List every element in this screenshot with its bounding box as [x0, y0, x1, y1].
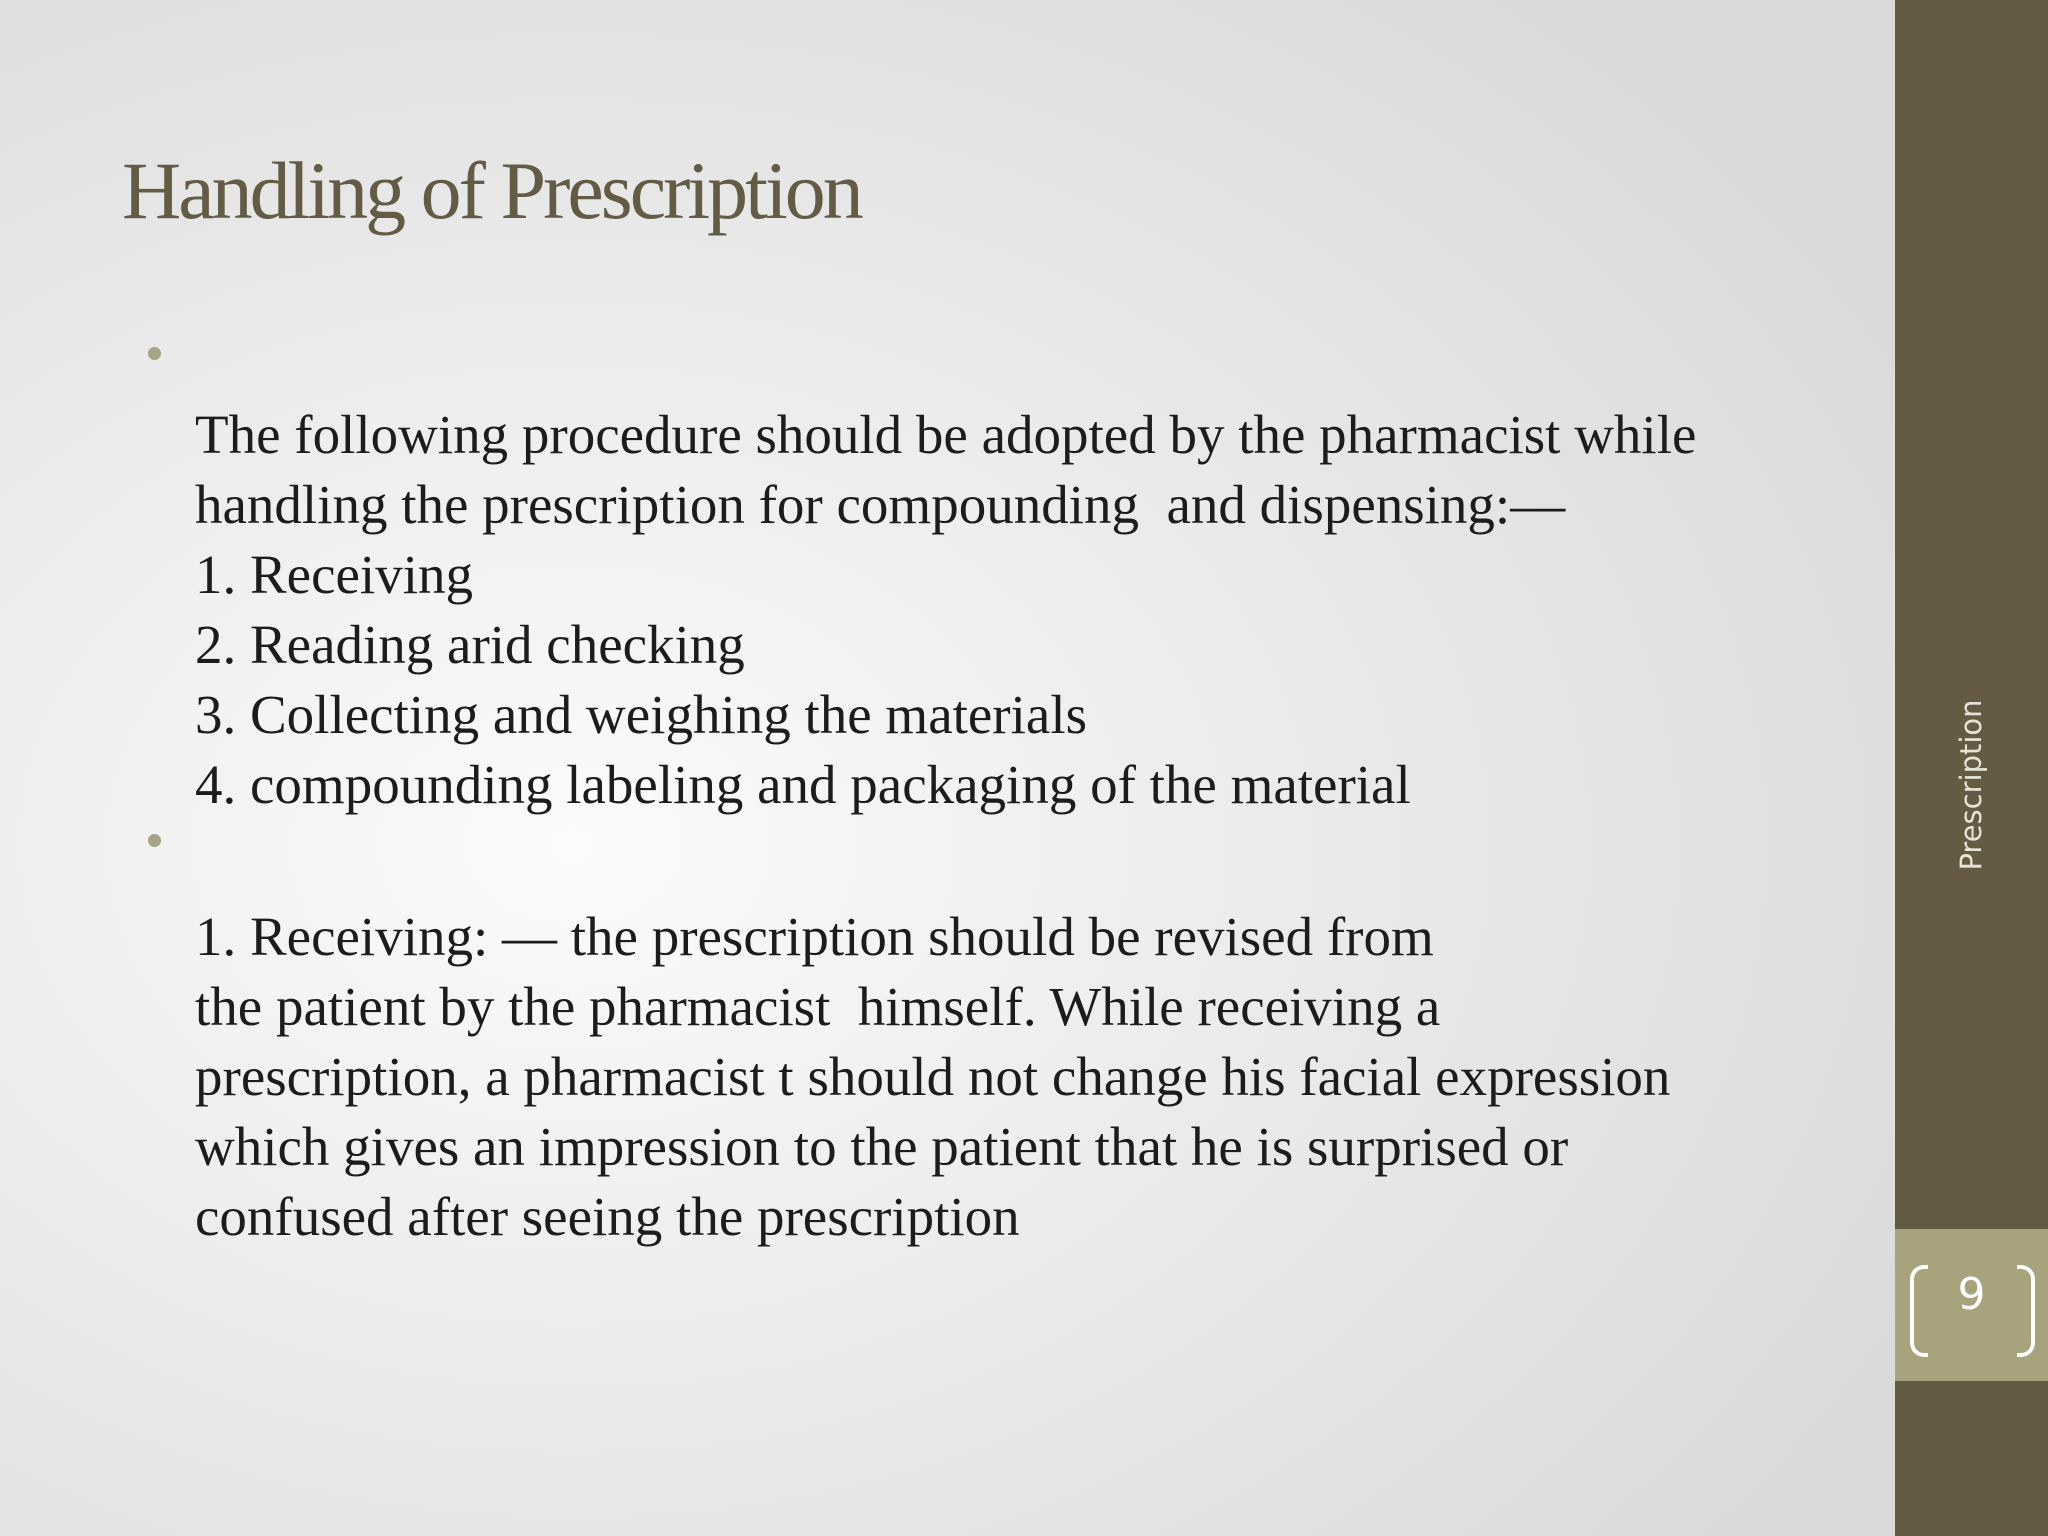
slide-title: Handling of Prescription — [122, 145, 861, 236]
procedure-step-receiving: 1. Receiving — [195, 544, 473, 605]
bullet-dot-icon — [148, 834, 161, 847]
bullet-receiving-text — [148, 902, 1848, 1252]
procedure-step-collecting: 3. Collecting and weighing the materials — [195, 684, 1088, 745]
slide-content — [148, 330, 1848, 1252]
receiving-line-1: 1. Receiving: — the prescription should be revised from — [195, 906, 1434, 967]
bullet-procedure-text — [148, 400, 1848, 820]
bullet-dot-icon — [148, 347, 161, 360]
procedure-intro-line-2: handling the prescription for compounding and dispensing:— — [195, 474, 1566, 535]
bullet-receiving — [148, 820, 1848, 1252]
receiving-line-2: the patient by the pharmacist himself. While receiving a — [195, 976, 1441, 1037]
procedure-intro-line-1: The following procedure should be adopted by the pharmacist while — [195, 404, 1697, 465]
receiving-line-3: prescription, a pharmacist t should not change his facial expression — [195, 1046, 1671, 1107]
procedure-step-reading: 2. Reading arid checking — [195, 614, 745, 675]
receiving-line-4: which gives an impression to the patient that he is surprised or — [195, 1116, 1569, 1177]
procedure-step-compounding: 4. compounding labeling and packaging of the material — [195, 754, 1411, 815]
sidebar-section-label: Prescription — [1954, 699, 1988, 871]
receiving-line-5: confused after seeing the prescription — [195, 1186, 1020, 1247]
page-number-box — [1895, 1229, 2048, 1381]
bullet-procedure — [148, 330, 1848, 820]
sidebar — [1895, 0, 2048, 1536]
page-number: 9 — [1957, 1269, 1986, 1320]
